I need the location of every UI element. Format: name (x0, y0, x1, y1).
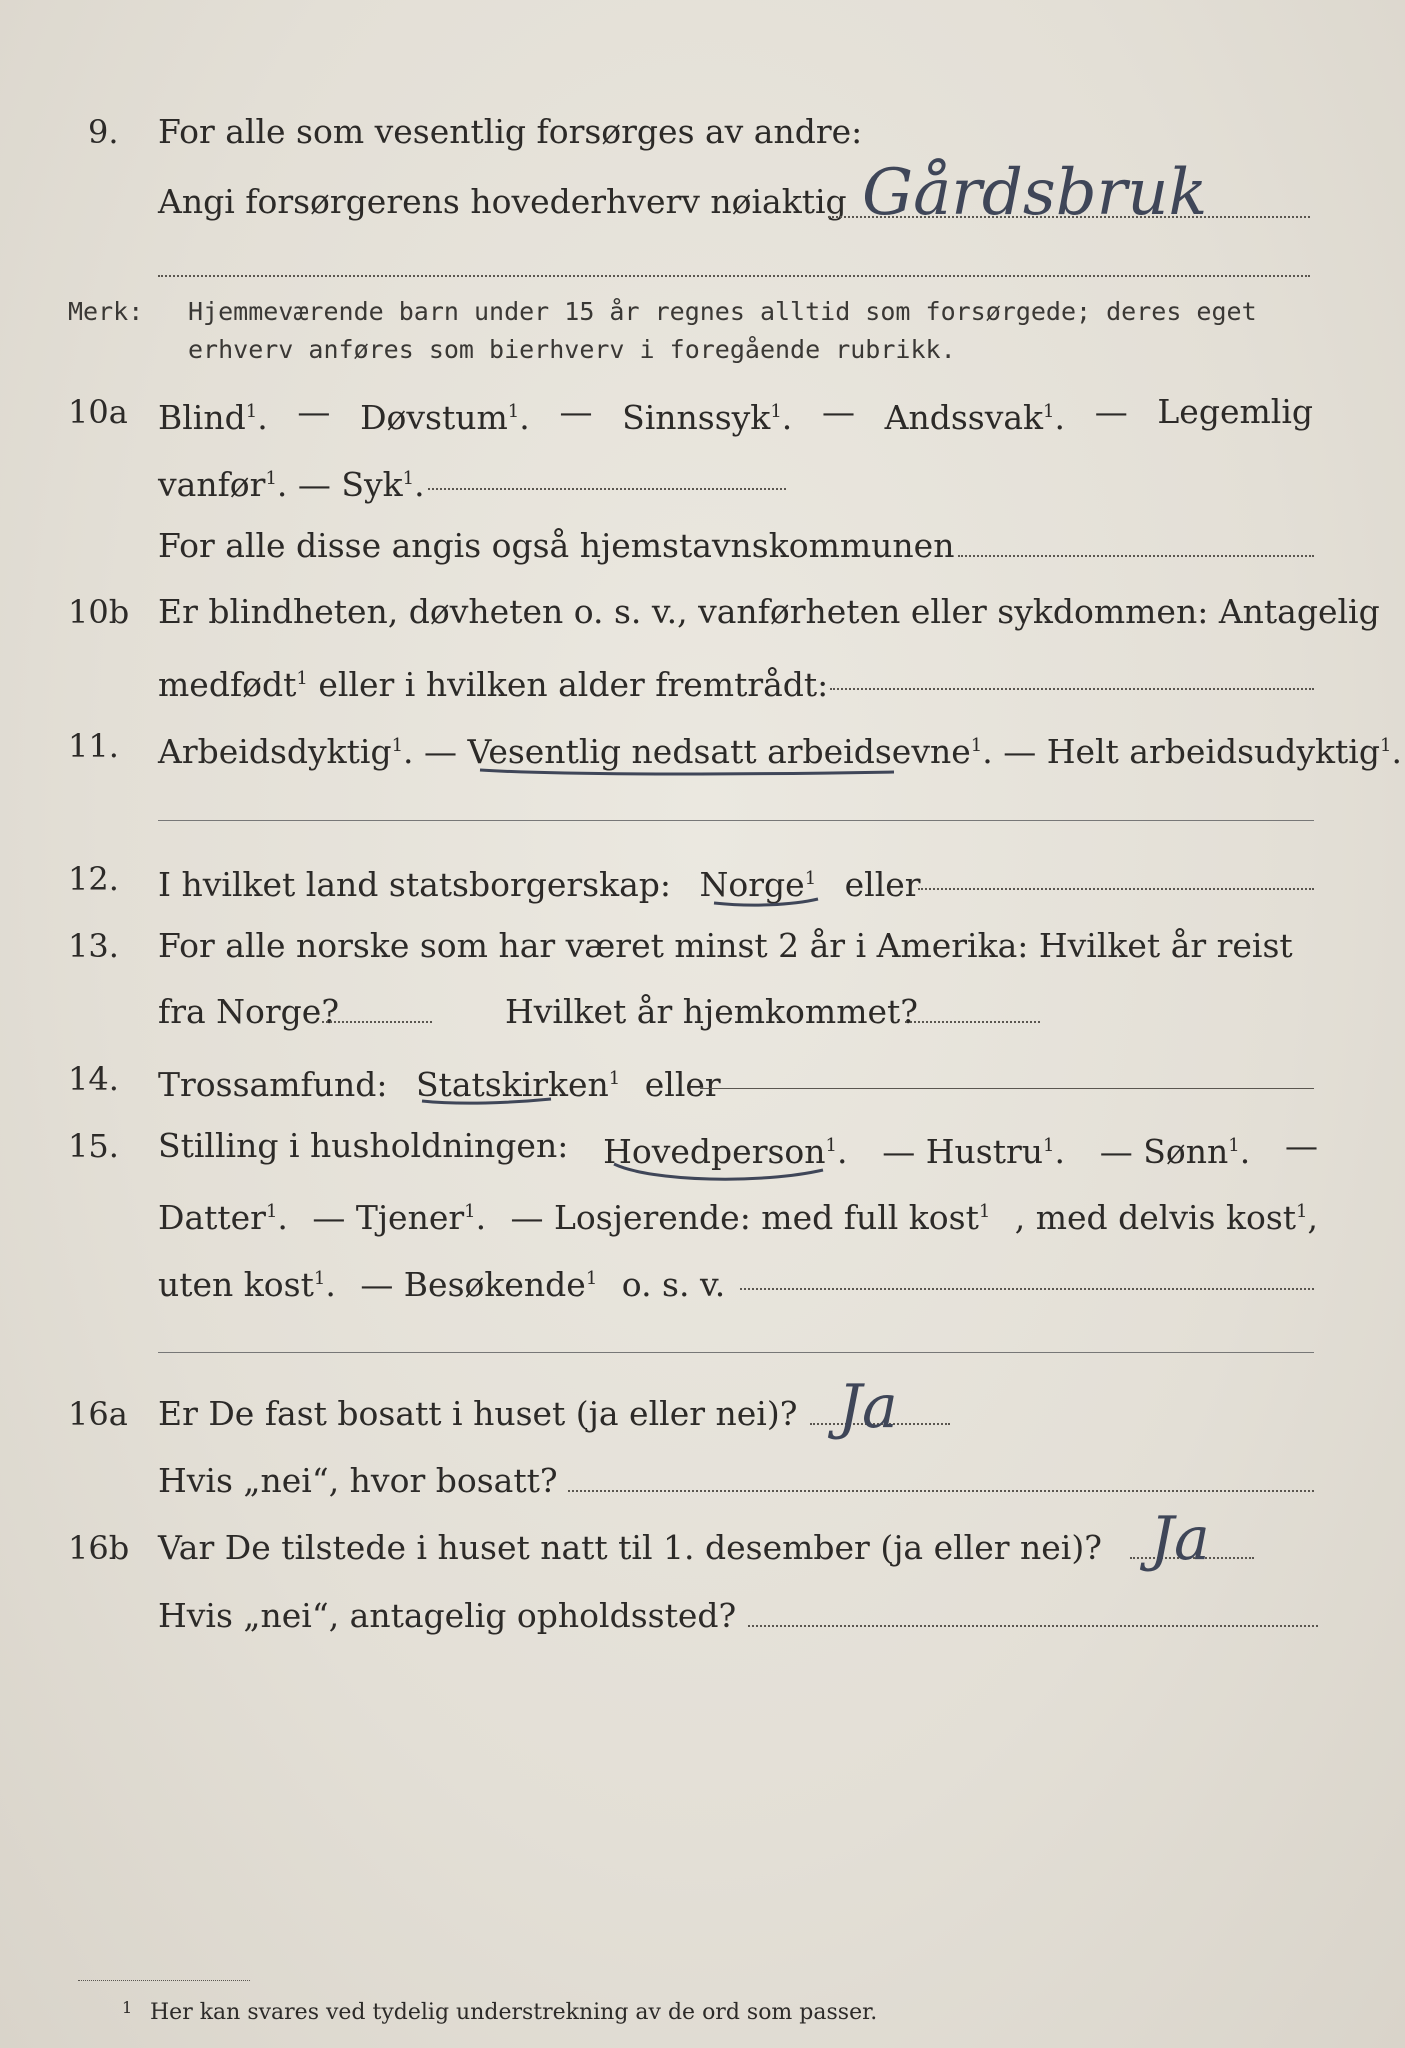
footnote-rule (78, 1980, 250, 1981)
q11-number: 11. (68, 727, 119, 765)
q16b-number: 16b (68, 1529, 130, 1567)
option-dovstum[interactable]: Døvstum$^1$. (360, 398, 530, 437)
q15-line-3: uten kost$^1$. — Besøkende$^1$ o. s. v. (158, 1265, 726, 1304)
q12-number: 12. (68, 860, 119, 898)
dash: — (297, 392, 331, 431)
q11-underline-mark (478, 762, 898, 782)
q16b-line-2: Hvis „nei“, antagelig opholdssted? (158, 1596, 737, 1635)
q15-row-2 (0, 1188, 1405, 1236)
q12-row (0, 855, 1405, 903)
option-nedsatt-arbeidsevne[interactable]: Vesentlig nedsatt arbeidsevne$^1$. (467, 732, 993, 771)
dash: — (1094, 392, 1128, 431)
q16b-row-1 (0, 1504, 1405, 1574)
q9-row-2 (0, 156, 1405, 230)
q15-line-1: Stilling i husholdningen: Hovedperson$^1$. — Hustru$^1$. — Sønn$^1$. — (158, 1122, 1318, 1176)
q14-text: Trossamfund: Statskirken$^1$ eller (158, 1065, 721, 1104)
q9-answer-handwriting: Gårdsbruk (862, 156, 1208, 230)
q15-line-2 (158, 1188, 1318, 1242)
option-medfodt[interactable]: medfødt$^1$ (158, 665, 308, 704)
option-delvis-kost[interactable]: , med delvis kost$^1$, (1014, 1198, 1318, 1237)
option-sonn[interactable]: — Sønn$^1$. (1099, 1132, 1251, 1171)
footnote-mark: 1 (122, 1998, 133, 2017)
q13-row-2 (0, 988, 1405, 1036)
option-besokende[interactable]: — Besøkende$^1$ (360, 1265, 598, 1304)
option-datter[interactable]: Datter$^1$. (158, 1198, 288, 1237)
q16a-line-1: Er De fast bosatt i huset (ja eller nei)? (158, 1394, 798, 1433)
q12-text: I hvilket land statsborgerskap: Norge$^1$ eller (158, 865, 921, 904)
q13-line-1: For alle norske som har været minst 2 år i Amerika: Hvilket år reist (158, 926, 1293, 965)
q16b-answer-handwriting: Ja (1150, 1504, 1210, 1574)
q15-extra-line[interactable] (158, 1352, 1314, 1353)
q12-underline-mark (712, 895, 822, 911)
q10a-row-1 (0, 388, 1405, 436)
q13-line-2b: Hvilket år hjemkommet? (505, 992, 918, 1031)
option-tjener[interactable]: — Tjener$^1$. (312, 1198, 487, 1237)
q10a-syk-line[interactable] (428, 488, 786, 490)
q9-line-2: Angi forsørgerens hovederhverv nøiaktig (158, 182, 847, 221)
option-legemlig[interactable]: Legemlig (1157, 392, 1313, 431)
q10b-row-2 (0, 655, 1405, 703)
q10b-line-1: Er blindheten, døvheten o. s. v., vanførheten eller sykdommen: Antagelig (158, 592, 1380, 631)
option-hustru[interactable]: — Hustru$^1$. (882, 1132, 1065, 1171)
option-arbeidsdyktig[interactable]: Arbeidsdyktig$^1$. (158, 732, 414, 771)
q16a-row-2 (0, 1457, 1405, 1505)
option-syk[interactable]: — Syk$^1$. (297, 465, 425, 504)
option-vanfor[interactable]: vanfør$^1$. (158, 465, 288, 504)
q9-extra-line[interactable] (158, 275, 1310, 277)
q10a-row-3 (0, 522, 1405, 570)
q16b-row-2 (0, 1592, 1405, 1640)
q10a-number: 10a (68, 393, 128, 431)
q9-line-1: For alle som vesentlig forsørges av andre: (158, 112, 863, 151)
merk-text: Hjemmeværende barn under 15 år regnes alltid som forsørgede; deres eget erhverv anføres som bierhverv i foregående rubrikk. (188, 297, 1257, 364)
q13-number: 13. (68, 927, 119, 965)
q10b-answer-line[interactable] (830, 688, 1314, 690)
q11-options: Arbeidsdyktig$^1$. — Vesentlig nedsatt arbeidsevne$^1$. — Helt arbeidsudyktig$^1$. (158, 732, 1402, 771)
option-statskirken[interactable]: Statskirken$^1$ (415, 1065, 621, 1104)
q10b-number: 10b (68, 593, 130, 631)
q12-answer-line[interactable] (918, 888, 1314, 890)
q9-row-1 (0, 108, 1405, 156)
dash: — (559, 392, 593, 431)
q13-reist-line[interactable] (322, 1021, 432, 1023)
merk-label: Merk: (68, 297, 144, 326)
q14-number: 14. (68, 1060, 119, 1098)
option-arbeidsudyktig[interactable]: Helt arbeidsudyktig$^1$. (1046, 732, 1402, 771)
option-andssvak[interactable]: Andssvak$^1$. (884, 398, 1065, 437)
q15-row-3 (0, 1255, 1405, 1303)
q10b-row-1 (0, 588, 1405, 636)
q10a-line-3: For alle disse angis også hjemstavnskommunen (158, 526, 955, 565)
q10b-line-2: medfødt$^1$ eller i hvilken alder fremtrådt: (158, 665, 829, 704)
option-norge[interactable]: Norge$^1$ (699, 865, 817, 904)
q16a-answer-handwriting: Ja (838, 1372, 898, 1442)
q14-row (0, 1055, 1405, 1103)
q15-answer-line[interactable] (740, 1288, 1314, 1290)
q13-row-1 (0, 922, 1405, 970)
q16b-opholdssted-line[interactable] (748, 1625, 1318, 1627)
q15-underline-mark (612, 1160, 827, 1186)
q16a-number: 16a (68, 1395, 128, 1433)
q16b-line-1: Var De tilstede i huset natt til 1. desember (ja eller nei)? (158, 1528, 1102, 1567)
q10a-line-2 (158, 455, 425, 509)
q9-number: 9. (88, 113, 119, 151)
option-uten-kost[interactable]: uten kost$^1$. (158, 1265, 336, 1304)
q10a-row-2 (0, 455, 1405, 503)
q11-extra-line[interactable] (158, 820, 1314, 821)
q14-underline-mark (420, 1093, 555, 1109)
option-blind[interactable]: Blind$^1$. (158, 398, 268, 437)
q13-hjemkommet-line[interactable] (905, 1021, 1040, 1023)
option-hovedperson[interactable]: Hovedperson$^1$. (603, 1132, 848, 1171)
option-sinnssyk[interactable]: Sinnssyk$^1$. (622, 398, 793, 437)
q10a-options (158, 388, 1313, 442)
q16a-line-2: Hvis „nei“, hvor bosatt? (158, 1461, 558, 1500)
q14-answer-line[interactable] (700, 1088, 1314, 1089)
q10a-kommune-line[interactable] (958, 555, 1314, 557)
q16a-row-1 (0, 1372, 1405, 1442)
footnote-text: Her kan svares ved tydelig understrekning av de ord som passer. (150, 2000, 878, 2025)
option-full-kost[interactable]: — Losjerende: med full kost$^1$ (510, 1198, 991, 1237)
q13-line-2a: fra Norge? (158, 992, 340, 1031)
dash: — (821, 392, 855, 431)
q15-number: 15. (68, 1127, 119, 1165)
q16a-bosatt-line[interactable] (568, 1490, 1314, 1492)
